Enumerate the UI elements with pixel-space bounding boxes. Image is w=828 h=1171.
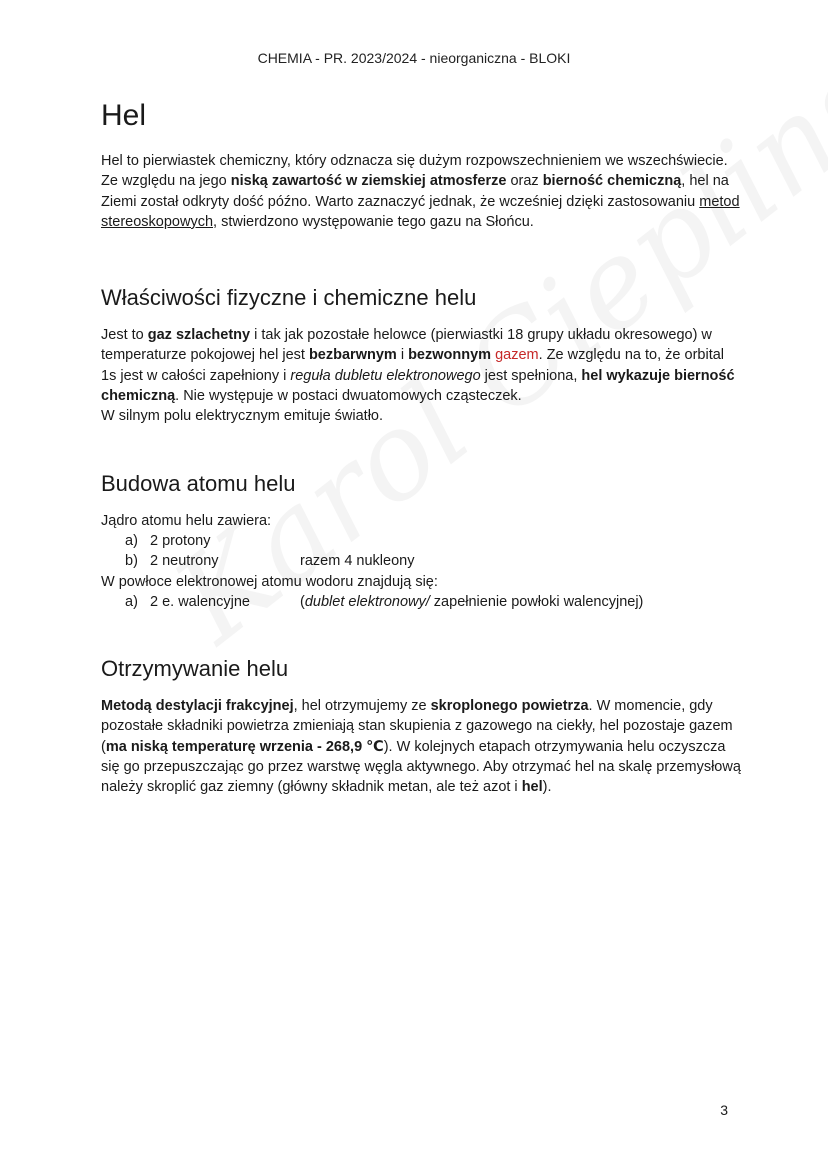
highlighted-word: gazem — [495, 347, 539, 364]
list-item: a) 2 e. walencyjne (dublet elektronowy/ zapełnienie powłoki walencyjnej) — [125, 593, 644, 610]
underlined-term: metod stereoskopowych — [101, 193, 740, 230]
production-paragraph: Metodą destylacji frakcyjnej, hel otrzymujemy ze skroplonego powietrza. W momencie, gdy pozostałe składniki powietrza zmieniają stan skupienia z gazowego na ciekły, hel pozostaje gazem (ma niską temperaturę wrzenia - 268,9 ℃). W kolejnych etapach otrzymywania helu oczyszcza się go przepuszczając go przez warstwę węgla aktywnego. Aby otrzymać hel na skalę przemysłową należy skroplić gaz ziemny (główny składnik metan, ale też azot i hel). — [101, 698, 741, 796]
shell-list — [101, 592, 741, 612]
nucleus-list — [101, 531, 741, 572]
page-title: Hel — [101, 99, 147, 132]
section-production — [101, 655, 741, 797]
properties-paragraph: Jest to gaz szlachetny i tak jak pozostałe helowce (pierwiastki 18 grupy układu okresowego) w temperaturze pokojowej hel jest bezbarwnym i bezwonnym gazem. Ze względu na to, że orbital 1s jest w całości zapełniony i reguła dubletu elektronowego jest spełniona, hel wykazuje bierność chemiczną. Nie występuje w postaci dwuatomowych cząsteczek. — [101, 327, 735, 405]
intro-paragraph: Hel to pierwiastek chemiczny, który odznacza się dużym rozpowszechnieniem we wszechświecie. Ze względu na jego niską zawartość w ziemskiej atmosferze oraz bierność chemiczną, hel na Ziemi został odkryty dość późno. Warto zaznaczyć jednak, że wcześniej dzięki zastosowaniu metod stereoskopowych, stwierdzono występowanie tego gazu na Słońcu. — [101, 153, 740, 230]
section-properties — [101, 284, 741, 426]
section-heading: Otrzymywanie helu — [101, 656, 289, 682]
section-heading: Właściwości fizyczne i chemiczne helu — [101, 285, 477, 311]
page-header: CHEMIA - PR. 2023/2024 - nieorganiczna - BLOKI — [257, 50, 571, 66]
shell-line: W powłoce elektronowej atomu wodoru znajdują się: — [101, 573, 438, 590]
page-content — [101, 98, 741, 798]
section-heading: Budowa atomu helu — [101, 470, 296, 496]
nucleus-line: Jądro atomu helu zawiera: — [101, 512, 272, 529]
section-atom-structure — [101, 470, 741, 612]
properties-line: W silnym polu elektrycznym emituje światło. — [101, 408, 384, 425]
list-item: a) 2 protony — [125, 532, 211, 549]
page-number: 3 — [720, 1102, 728, 1118]
list-item: b) 2 neutrony razem 4 nukleony — [125, 553, 415, 570]
